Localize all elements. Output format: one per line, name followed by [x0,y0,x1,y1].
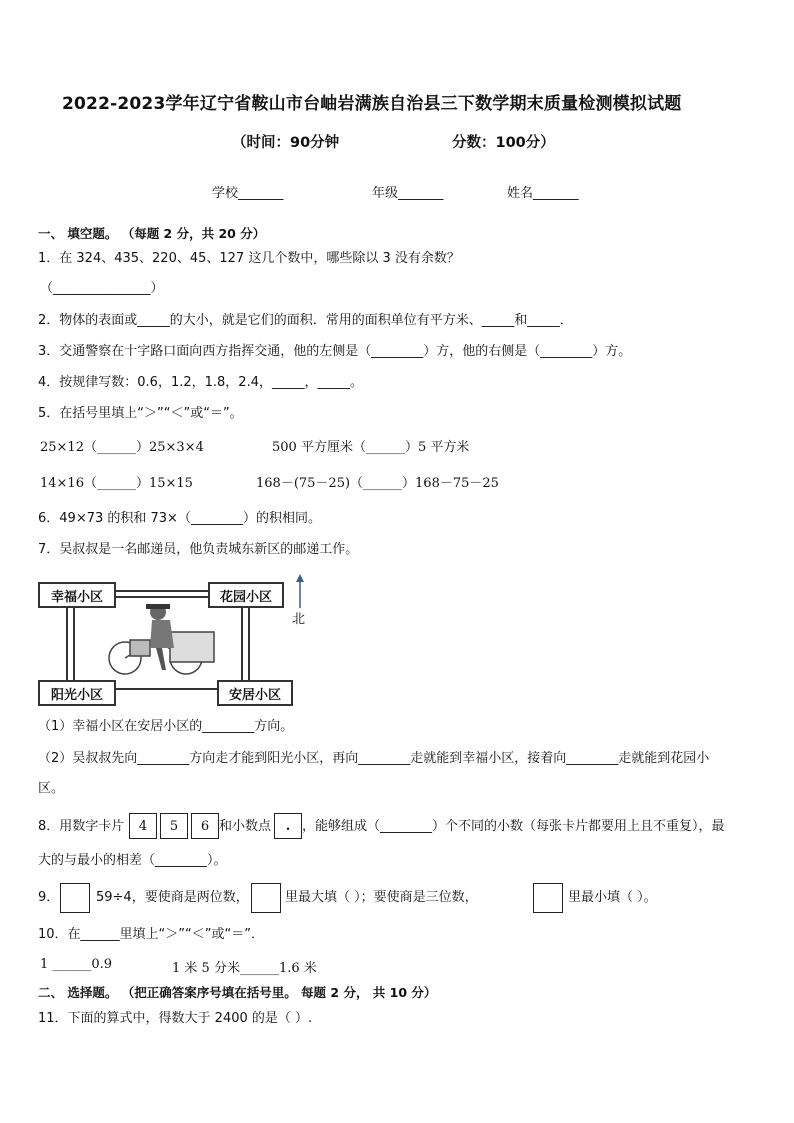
grade-field: 年级_______ [372,186,444,201]
north-label: 北 [292,612,306,627]
road-right [241,603,243,683]
road-left-2 [73,603,75,683]
q9-blank-box-3 [533,883,563,913]
xingfu-community: 幸福小区 [38,582,116,608]
huayuan-community: 花园小区 [208,582,284,608]
q10-item-1: 1 ______0.9 [40,957,113,972]
question-6: 6．49×73 的积和 73×（________）的积相同。 [38,511,321,526]
q9-blank-box-1 [60,883,90,913]
q5-item-3: 14×16（______）15×15 [40,476,193,491]
question-9-end: 里最小填（ ）。 [568,890,657,905]
digit-card-5: 5 [160,813,188,839]
question-8-suffix: ，能够组成（________）个不同的小数（每张卡片都要用上且不重复），最 [302,819,725,834]
name-field: 姓名_______ [507,186,579,201]
postman-illustration [100,600,240,682]
digit-card-6: 6 [191,813,219,839]
q9-blank-box-2 [251,883,281,913]
exam-score: 分数：100分） [452,135,555,151]
section-1-heading: 一、 填空题。 （每题 2 分，共 20 分） [38,226,266,241]
question-11: 11．下面的算式中，得数大于 2400 的是（ ）. [38,1011,313,1026]
question-3: 3．交通警察在十字路口面向西方指挥交通，他的左侧是（________）方，他的右侧是（________）方。 [38,344,632,359]
question-10: 10．在______里填上“＞”“＜”或“＝”． [38,927,264,942]
q5-item-2: 500 平方厘米（______）5 平方米 [272,440,470,455]
question-9-mid: 里最大填（ ）；要使商是三位数， [285,890,478,905]
question-2: 2．物体的表面或_____的大小，就是它们的面积．常用的面积单位有平方米、_____和_____． [38,313,573,328]
question-1-blank: （_______________） [40,281,164,296]
school-field: 学校_______ [212,186,284,201]
question-9-expr: 59÷4，要使商是两位数， [96,890,249,905]
q5-item-4: 168－(75－25)（______）168－75－25 [256,476,499,491]
question-4: 4．按规律写数：0.6，1.2，1.8，2.4，_____，_____。 [38,375,363,390]
north-arrow-icon [293,574,307,610]
digit-card-4: 4 [129,813,157,839]
section-2-heading: 二、 选择题。 （把正确答案序号填在括号里。 每题 2 分， 共 10 分） [38,985,437,1000]
question-9-number: 9． [38,890,60,905]
road-top-2 [112,596,209,598]
road-top [112,590,209,592]
anju-community: 安居小区 [217,680,293,706]
q10-item-2: 1 米 5 分米______1.6 米 [172,961,317,976]
question-7-2: （2）吴叔叔先向________方向走才能到阳光小区，再向________走就能到幸福小区，接着向________走就能到花园小 [38,751,710,766]
question-8-prefix: 8．用数字卡片 [38,819,125,834]
yangguang-community: 阳光小区 [38,680,116,706]
question-1: 1．在 324、435、220、45、127 这几个数中，哪些除以 3 没有余数？ [38,251,460,266]
question-7-2-cont: 区。 [38,781,65,796]
q5-item-1: 25×12（______）25×3×4 [40,440,204,455]
exam-time: （时间：90分钟 [232,135,340,151]
road-left [66,603,68,683]
decimal-point-card: . [274,813,302,839]
question-7: 7．吴叔叔是一名邮递员，他负责城东新区的邮递工作。 [38,542,359,557]
road-bottom [112,688,217,690]
question-8-line2: 大的与最小的相差（________）。 [38,853,227,868]
page-title: 2022-2023学年辽宁省鞍山市台岫岩满族自治县三下数学期末质量检测模拟试题 [62,94,682,114]
question-5: 5．在括号里填上“＞”“＜”或“＝”。 [38,406,243,421]
road-right-2 [248,603,250,683]
question-8-mid: 和小数点 [219,819,272,834]
question-7-1: （1）幸福小区在安居小区的________方向。 [38,719,294,734]
